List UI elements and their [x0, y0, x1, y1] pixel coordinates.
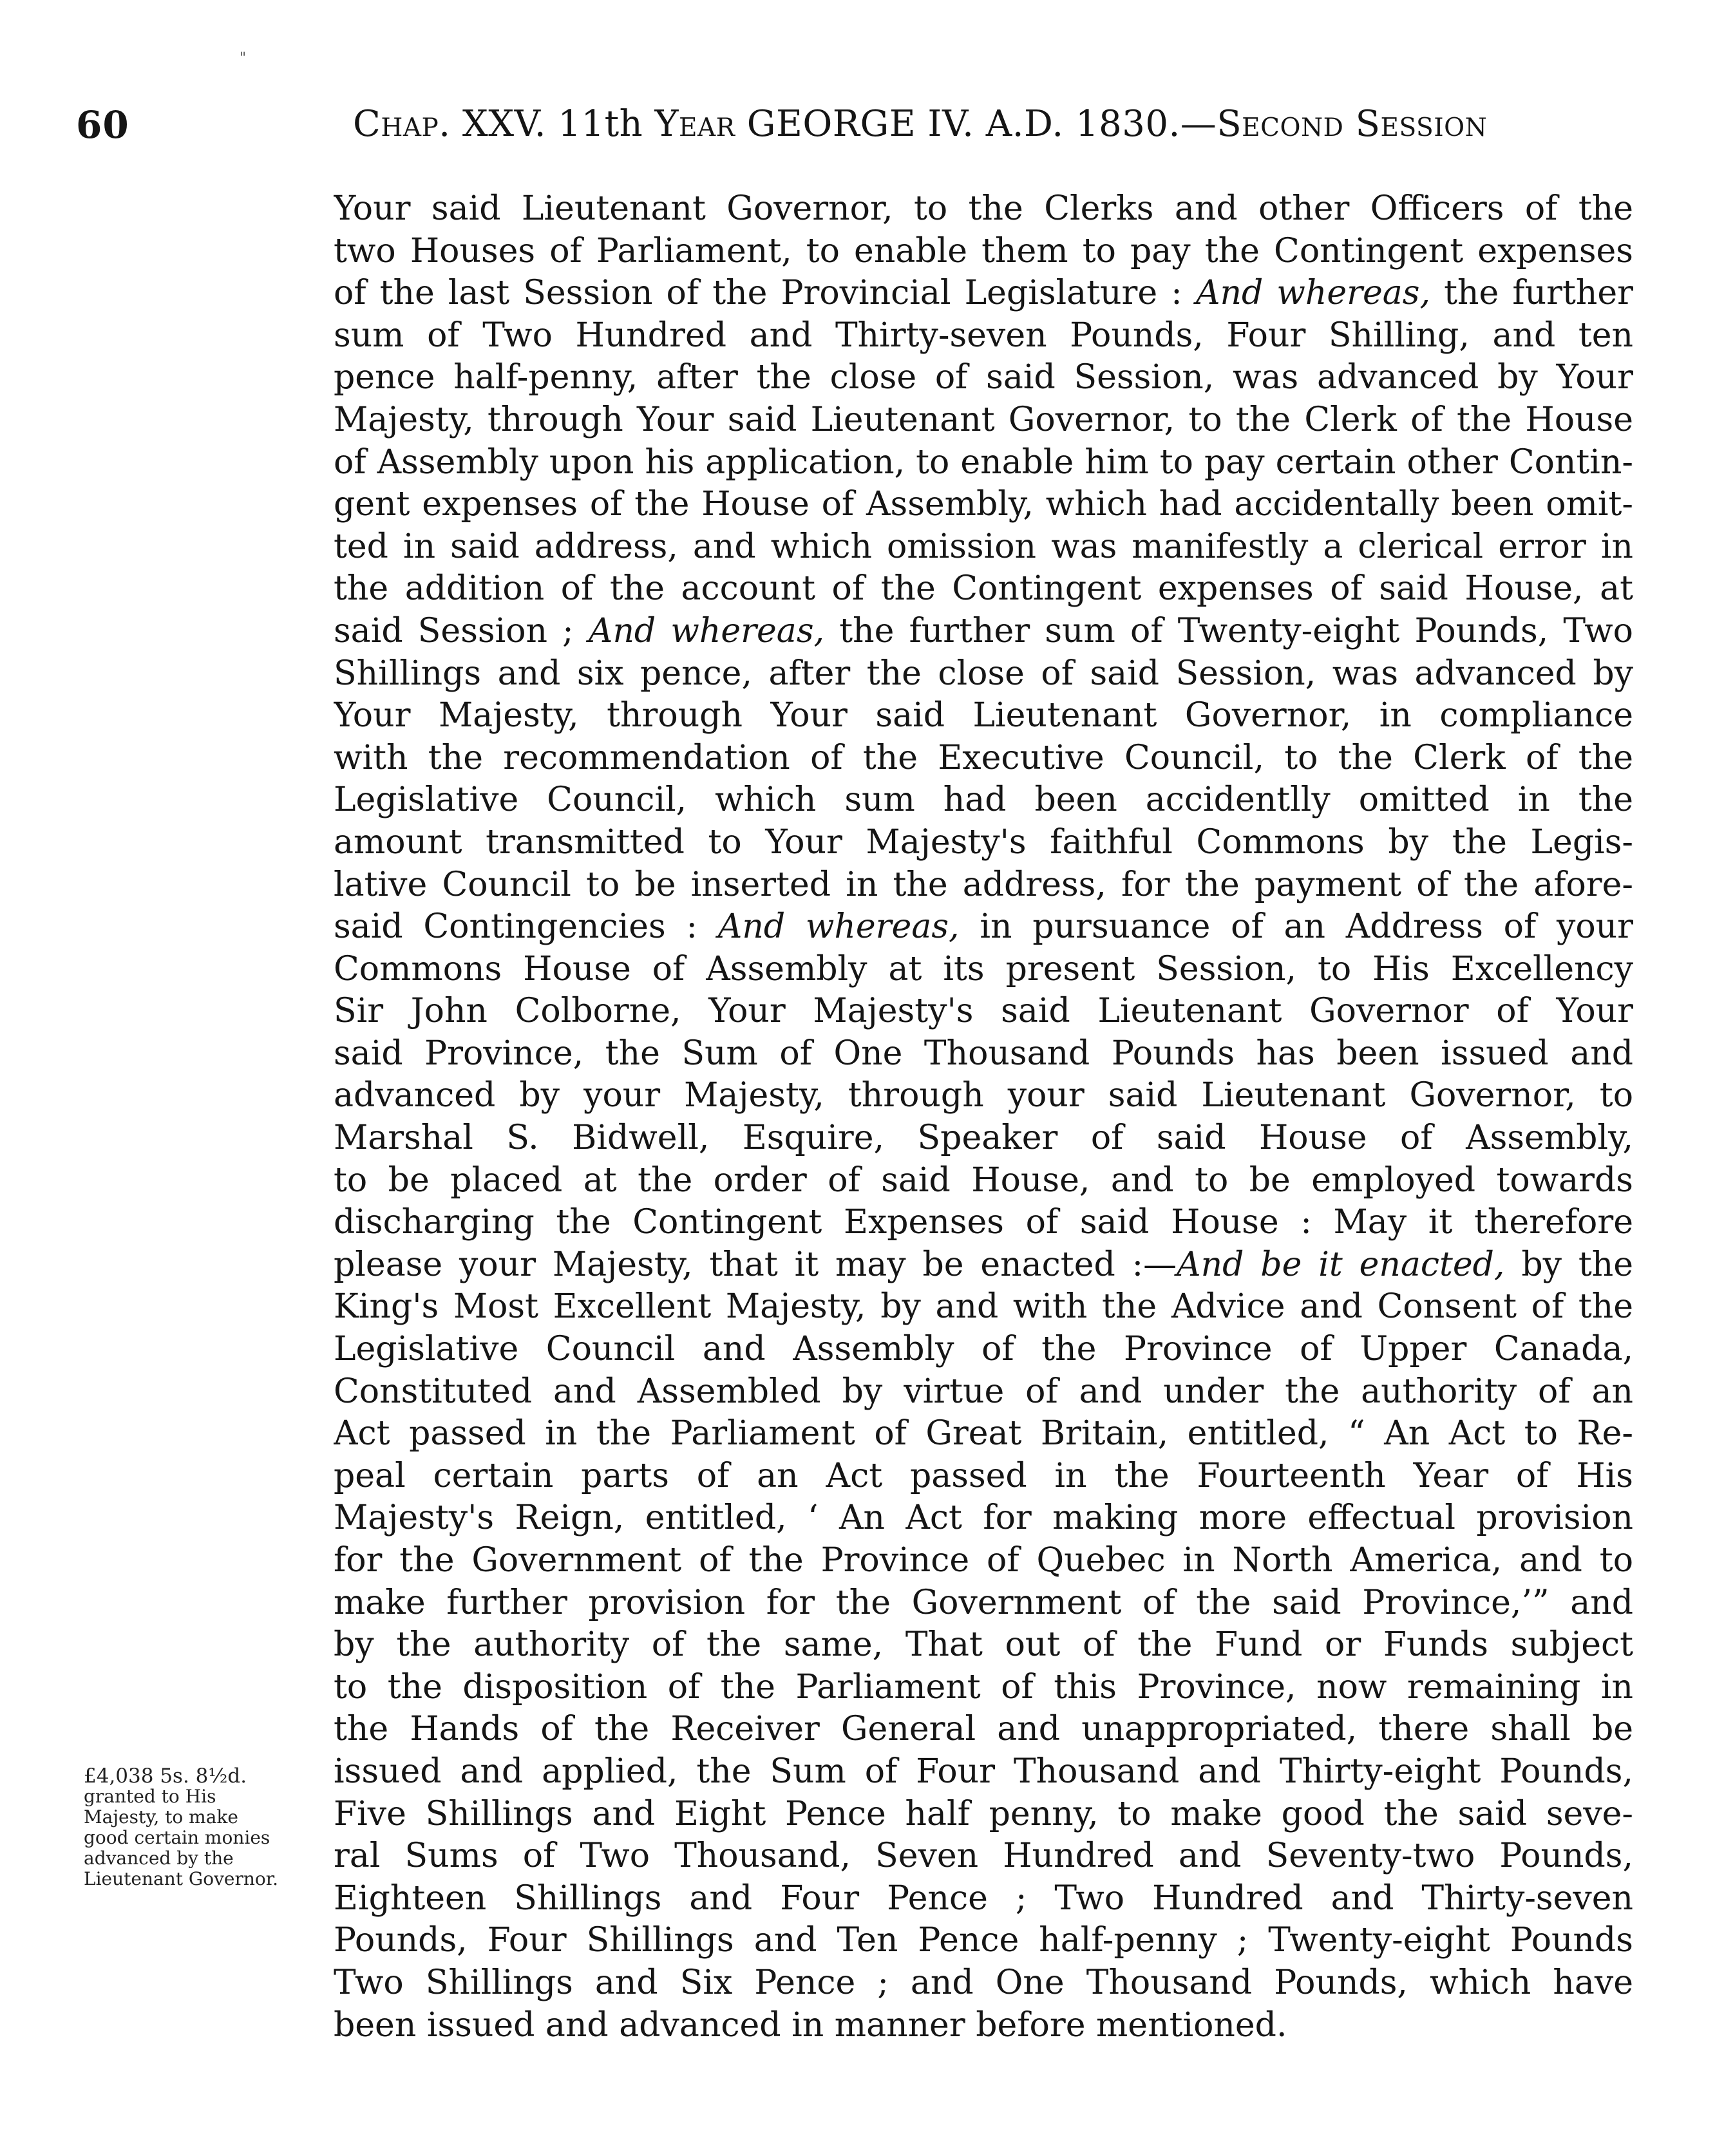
running-head-part: XXV. 11th	[450, 103, 655, 145]
text-line	[334, 1540, 1633, 1582]
margin-note-line: good certain monies	[84, 1827, 270, 1848]
text-segment: to be placed at the order of said House, and to be employed towards	[334, 1160, 1633, 1200]
text-segment: Shillings and six pence, after the close of said Session, was advanced by	[334, 654, 1633, 693]
text-segment: Majesty's Reign, entitled, ‘ An Act for making more effectual provision	[334, 1499, 1633, 1538]
text-line	[334, 357, 1633, 399]
margin-note-line: £4,038 5s. 8½d.	[84, 1764, 247, 1788]
margin-note-line: granted to His	[84, 1786, 216, 1807]
text-segment: advanced by your Majesty, through your said Lieutenant Governor, to	[334, 1076, 1633, 1115]
text-segment: peal certain parts of an Act passed in the Fourteenth Year of His	[334, 1456, 1633, 1495]
text-line	[334, 1329, 1633, 1371]
text-line	[334, 1244, 1633, 1287]
text-line	[334, 1751, 1633, 1793]
text-line	[334, 1286, 1633, 1329]
text-segment: Legislative Council, which sum had been accidentlly omitted in the	[334, 780, 1633, 820]
text-line	[334, 1878, 1633, 1920]
text-line	[334, 315, 1633, 357]
text-line	[334, 1075, 1633, 1117]
text-segment: with the recommendation of the Executive Council, to the Clerk of the	[334, 738, 1633, 777]
print-speck: "	[240, 50, 247, 66]
text-line	[334, 442, 1633, 484]
text-segment: Majesty, through Your said Lieutenant Governor, to the Clerk of the House	[334, 400, 1633, 439]
text-segment: amount transmitted to Your Majesty's faithful Commons by the Legis-	[334, 822, 1633, 862]
text-line	[334, 272, 1633, 315]
margin-note	[84, 1766, 341, 1889]
text-segment: said Contingencies :	[334, 907, 718, 947]
text-line	[334, 1920, 1633, 1962]
text-line	[334, 231, 1633, 273]
italic-phrase: And whereas,	[588, 611, 825, 650]
text-line	[334, 864, 1633, 907]
text-line	[334, 990, 1633, 1033]
text-segment: King's Most Excellent Majesty, by and with the Advice and Consent of the	[334, 1287, 1633, 1327]
text-segment: the Hands of the Receiver General and unappropriated, there shall be	[334, 1710, 1633, 1749]
text-segment: for the Government of the Province of Quebec in North America, and to	[334, 1541, 1633, 1580]
text-line	[334, 1497, 1633, 1540]
text-segment: Act passed in the Parliament of Great Britain, entitled, “ An Act to Re-	[334, 1414, 1633, 1453]
text-segment: by the	[1504, 1245, 1633, 1284]
text-line	[334, 399, 1633, 442]
italic-phrase: And be it enacted,	[1177, 1245, 1505, 1284]
text-segment: Five Shillings and Eight Pence half penny, to make good the said seve-	[334, 1794, 1633, 1833]
text-segment: pence half-penny, after the close of said Session, was advanced by Your	[334, 358, 1633, 397]
text-segment: the addition of the account of the Contingent expenses of said House, at	[334, 569, 1633, 609]
text-line	[334, 1835, 1633, 1878]
text-line	[334, 1667, 1633, 1709]
text-segment: the further	[1430, 274, 1633, 313]
text-line	[334, 484, 1633, 526]
text-line	[334, 526, 1633, 569]
text-segment: issued and applied, the Sum of Four Thousand and Thirty-eight Pounds,	[334, 1752, 1633, 1791]
running-head-part: Second Session	[1217, 103, 1488, 145]
text-segment: Eighteen Shillings and Four Pence ; Two Hundred and Thirty-seven	[334, 1878, 1633, 1918]
text-line	[334, 1708, 1633, 1751]
text-line	[334, 1413, 1633, 1455]
text-line	[334, 1793, 1633, 1836]
text-segment: sum of Two Hundred and Thirty-seven Pounds, Four Shilling, and ten	[334, 316, 1633, 355]
text-segment: Sir John Colborne, Your Majesty's said Lieutenant Governor of Your	[334, 992, 1633, 1031]
text-segment: the further sum of Twenty-eight Pounds, Two	[824, 611, 1633, 650]
text-line	[334, 695, 1633, 737]
text-segment: Pounds, Four Shillings and Ten Pence half-penny ; Twenty-eight Pounds	[334, 1921, 1633, 1960]
text-line	[334, 1117, 1633, 1160]
text-line	[334, 568, 1633, 610]
text-segment: Your said Lieutenant Governor, to the Clerks and other Officers of the	[334, 189, 1633, 228]
text-segment: ral Sums of Two Thousand, Seven Hundred and Seventy-two Pounds,	[334, 1837, 1633, 1876]
text-segment: been issued and advanced in manner before mentioned.	[334, 2005, 1287, 2045]
text-line	[334, 188, 1633, 231]
text-segment: by the authority of the same, That out of the Fund or Funds subject	[334, 1625, 1633, 1665]
text-line	[334, 1624, 1633, 1667]
text-segment: said Session ;	[334, 611, 589, 650]
text-segment: Constituted and Assembled by virtue of and under the authority of an	[334, 1372, 1633, 1411]
margin-note-line: Lieutenant Governor.	[84, 1868, 278, 1889]
text-segment: Two Shillings and Six Pence ; and One Thousand Pounds, which have	[334, 1963, 1633, 2002]
running-head-part: Year	[654, 103, 735, 145]
text-line	[334, 1455, 1633, 1498]
statute-body-text	[334, 188, 1633, 2047]
italic-phrase: And whereas,	[717, 907, 960, 947]
text-line	[334, 1582, 1633, 1625]
text-segment: in pursuance of an Address of your	[959, 907, 1633, 947]
text-segment: discharging the Contingent Expenses of said House : May it therefore	[334, 1203, 1633, 1242]
text-segment: please your Majesty, that it may be enacted :—	[334, 1245, 1177, 1284]
text-line	[334, 1033, 1633, 1075]
text-segment: said Province, the Sum of One Thousand Pounds has been issued and	[334, 1034, 1633, 1073]
text-segment: lative Council to be inserted in the address, for the payment of the afore-	[334, 865, 1633, 904]
text-segment: Legislative Council and Assembly of the Province of Upper Canada,	[334, 1330, 1633, 1369]
text-line	[334, 737, 1633, 780]
text-line	[334, 906, 1633, 949]
text-line	[334, 610, 1633, 653]
text-segment: Commons House of Assembly at its present Session, to His Excellency	[334, 949, 1633, 988]
running-head	[353, 103, 1602, 145]
text-line	[334, 653, 1633, 695]
text-segment: make further provision for the Government of the said Province,’” and	[334, 1583, 1633, 1622]
text-line	[334, 779, 1633, 822]
text-segment: Marshal S. Bidwell, Esquire, Speaker of said House of Assembly,	[334, 1119, 1633, 1158]
text-segment: ted in said address, and which omission was manifestly a clerical error in	[334, 527, 1633, 566]
margin-note-line: Majesty, to make	[84, 1806, 238, 1828]
italic-phrase: And whereas,	[1195, 274, 1430, 313]
text-segment: to the disposition of the Parliament of this Province, now remaining in	[334, 1667, 1633, 1707]
text-segment: gent expenses of the House of Assembly, which had accidentally been omit-	[334, 485, 1633, 524]
margin-note-line: advanced by the	[84, 1848, 234, 1869]
page-number: 60	[76, 103, 129, 147]
text-line	[334, 1160, 1633, 1202]
running-head-part: GEORGE IV. A.D. 1830.—	[735, 103, 1217, 145]
text-segment: Your Majesty, through Your said Lieutenant Governor, in compliance	[334, 696, 1633, 735]
text-line	[334, 1371, 1633, 1414]
text-line	[334, 949, 1633, 991]
text-line	[334, 1202, 1633, 1244]
text-segment: two Houses of Parliament, to enable them to pay the Contingent expenses	[334, 231, 1633, 270]
text-line	[334, 1962, 1633, 2005]
text-line	[334, 2005, 1633, 2047]
text-line	[334, 822, 1633, 864]
running-head-part: Chap.	[353, 103, 451, 145]
text-segment: of the last Session of the Provincial Legislature :	[334, 274, 1196, 313]
text-segment: of Assembly upon his application, to enable him to pay certain other Contin-	[334, 442, 1633, 482]
